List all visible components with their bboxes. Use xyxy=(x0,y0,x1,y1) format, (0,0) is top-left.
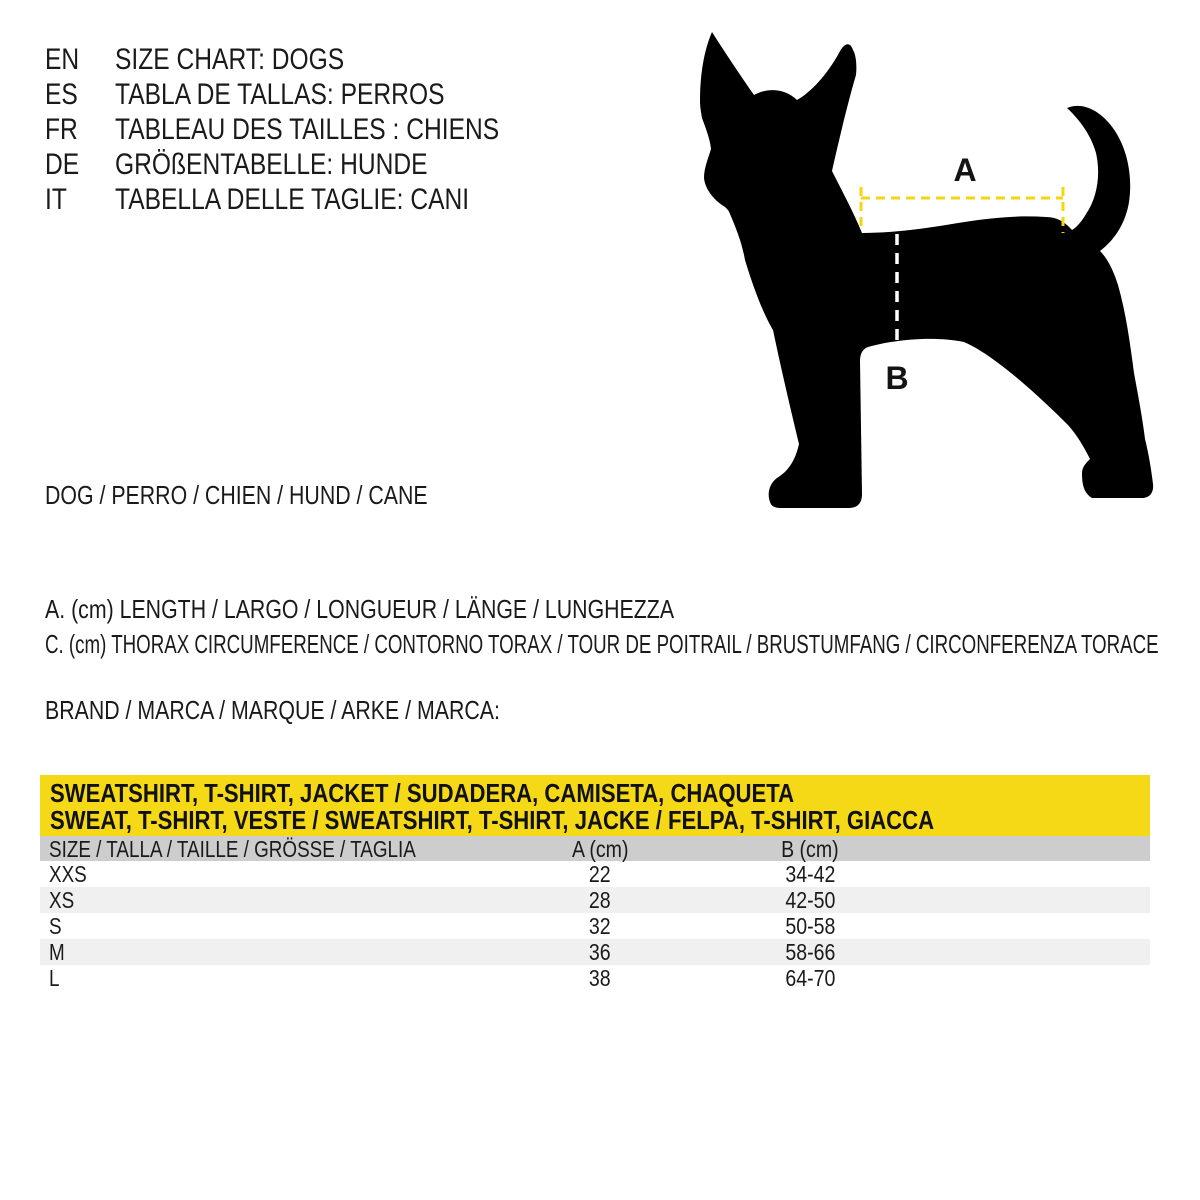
brand-label: BRAND / MARCA / MARQUE / ARKE / MARCA: xyxy=(45,695,500,725)
b-value: 50-58 xyxy=(784,913,835,939)
table-header-row xyxy=(40,836,1150,861)
a-value: 22 xyxy=(589,861,611,887)
b-value: 58-66 xyxy=(784,939,835,965)
language-code: ES xyxy=(45,77,78,111)
a-value: 36 xyxy=(589,939,611,965)
legend-line-a: A. (cm) LENGTH / LARGO / LONGUEUR / LÄNGE / LUNGHEZZA xyxy=(45,594,675,624)
dog-measurement-diagram xyxy=(690,15,1160,515)
banner-line-1: SWEATSHIRT, T-SHIRT, JACKET / SUDADERA, CAMISETA, CHAQUETA xyxy=(50,778,795,808)
measure-a-label: A xyxy=(953,152,977,188)
table-row-m xyxy=(40,939,1150,965)
table-row-l xyxy=(40,965,1150,991)
size-value: XXS xyxy=(49,861,87,887)
page-title-es: TABLA DE TALLAS: PERROS xyxy=(115,77,445,111)
language-code: DE xyxy=(45,147,80,181)
language-row-it xyxy=(45,182,584,217)
a-value: 28 xyxy=(589,887,611,913)
measurement-legend xyxy=(45,592,1200,662)
size-value: S xyxy=(49,913,62,939)
language-row-fr xyxy=(45,112,584,147)
language-title-block xyxy=(45,42,584,217)
size-value: M xyxy=(49,939,65,965)
page-title: SIZE CHART: DOGS xyxy=(115,42,345,76)
b-value: 64-70 xyxy=(784,965,835,991)
page-title-fr: TABLEAU DES TAILLES : CHIENS xyxy=(115,112,500,146)
dog-silhouette-shape xyxy=(700,32,1153,508)
animal-caption: DOG / PERRO / CHIEN / HUND / CANE xyxy=(45,480,428,510)
table-row-s xyxy=(40,913,1150,939)
banner-line-2: SWEAT, T-SHIRT, VESTE / SWEATSHIRT, T-SHIRT, JACKE / FELPA, T-SHIRT, GIACCA xyxy=(50,805,935,835)
language-row-de xyxy=(45,147,584,182)
b-value: 34-42 xyxy=(784,861,835,887)
size-table xyxy=(40,775,1150,991)
legend-line-c: C. (cm) THORAX CIRCUMFERENCE / CONTORNO TORAX / TOUR DE POITRAIL / BRUSTUMFANG / CIRCONFERENZA TORACE xyxy=(45,629,1159,659)
language-code: IT xyxy=(45,182,67,216)
language-code: FR xyxy=(45,112,78,146)
language-code: EN xyxy=(45,42,80,76)
measure-b-label: B xyxy=(885,360,909,396)
size-value: L xyxy=(49,965,60,991)
size-value: XS xyxy=(49,887,75,913)
page-title-it: TABELLA DELLE TAGLIE: CANI xyxy=(115,182,470,216)
a-value: 32 xyxy=(589,913,611,939)
page-title-de: GRÖßENTABELLE: HUNDE xyxy=(115,147,428,181)
b-value: 42-50 xyxy=(784,887,835,913)
column-header-a: A (cm) xyxy=(571,836,629,862)
language-row-en xyxy=(45,42,584,77)
table-row-xs xyxy=(40,887,1150,913)
dog-silhouette-icon xyxy=(690,15,1160,515)
a-value: 38 xyxy=(589,965,611,991)
language-row-es xyxy=(45,77,584,112)
column-header-b: B (cm) xyxy=(781,836,839,862)
column-header-size: SIZE / TALLA / TAILLE / GRÖSSE / TAGLIA xyxy=(49,836,416,862)
table-row-xxs xyxy=(40,861,1150,887)
garment-type-banner xyxy=(40,775,1150,836)
